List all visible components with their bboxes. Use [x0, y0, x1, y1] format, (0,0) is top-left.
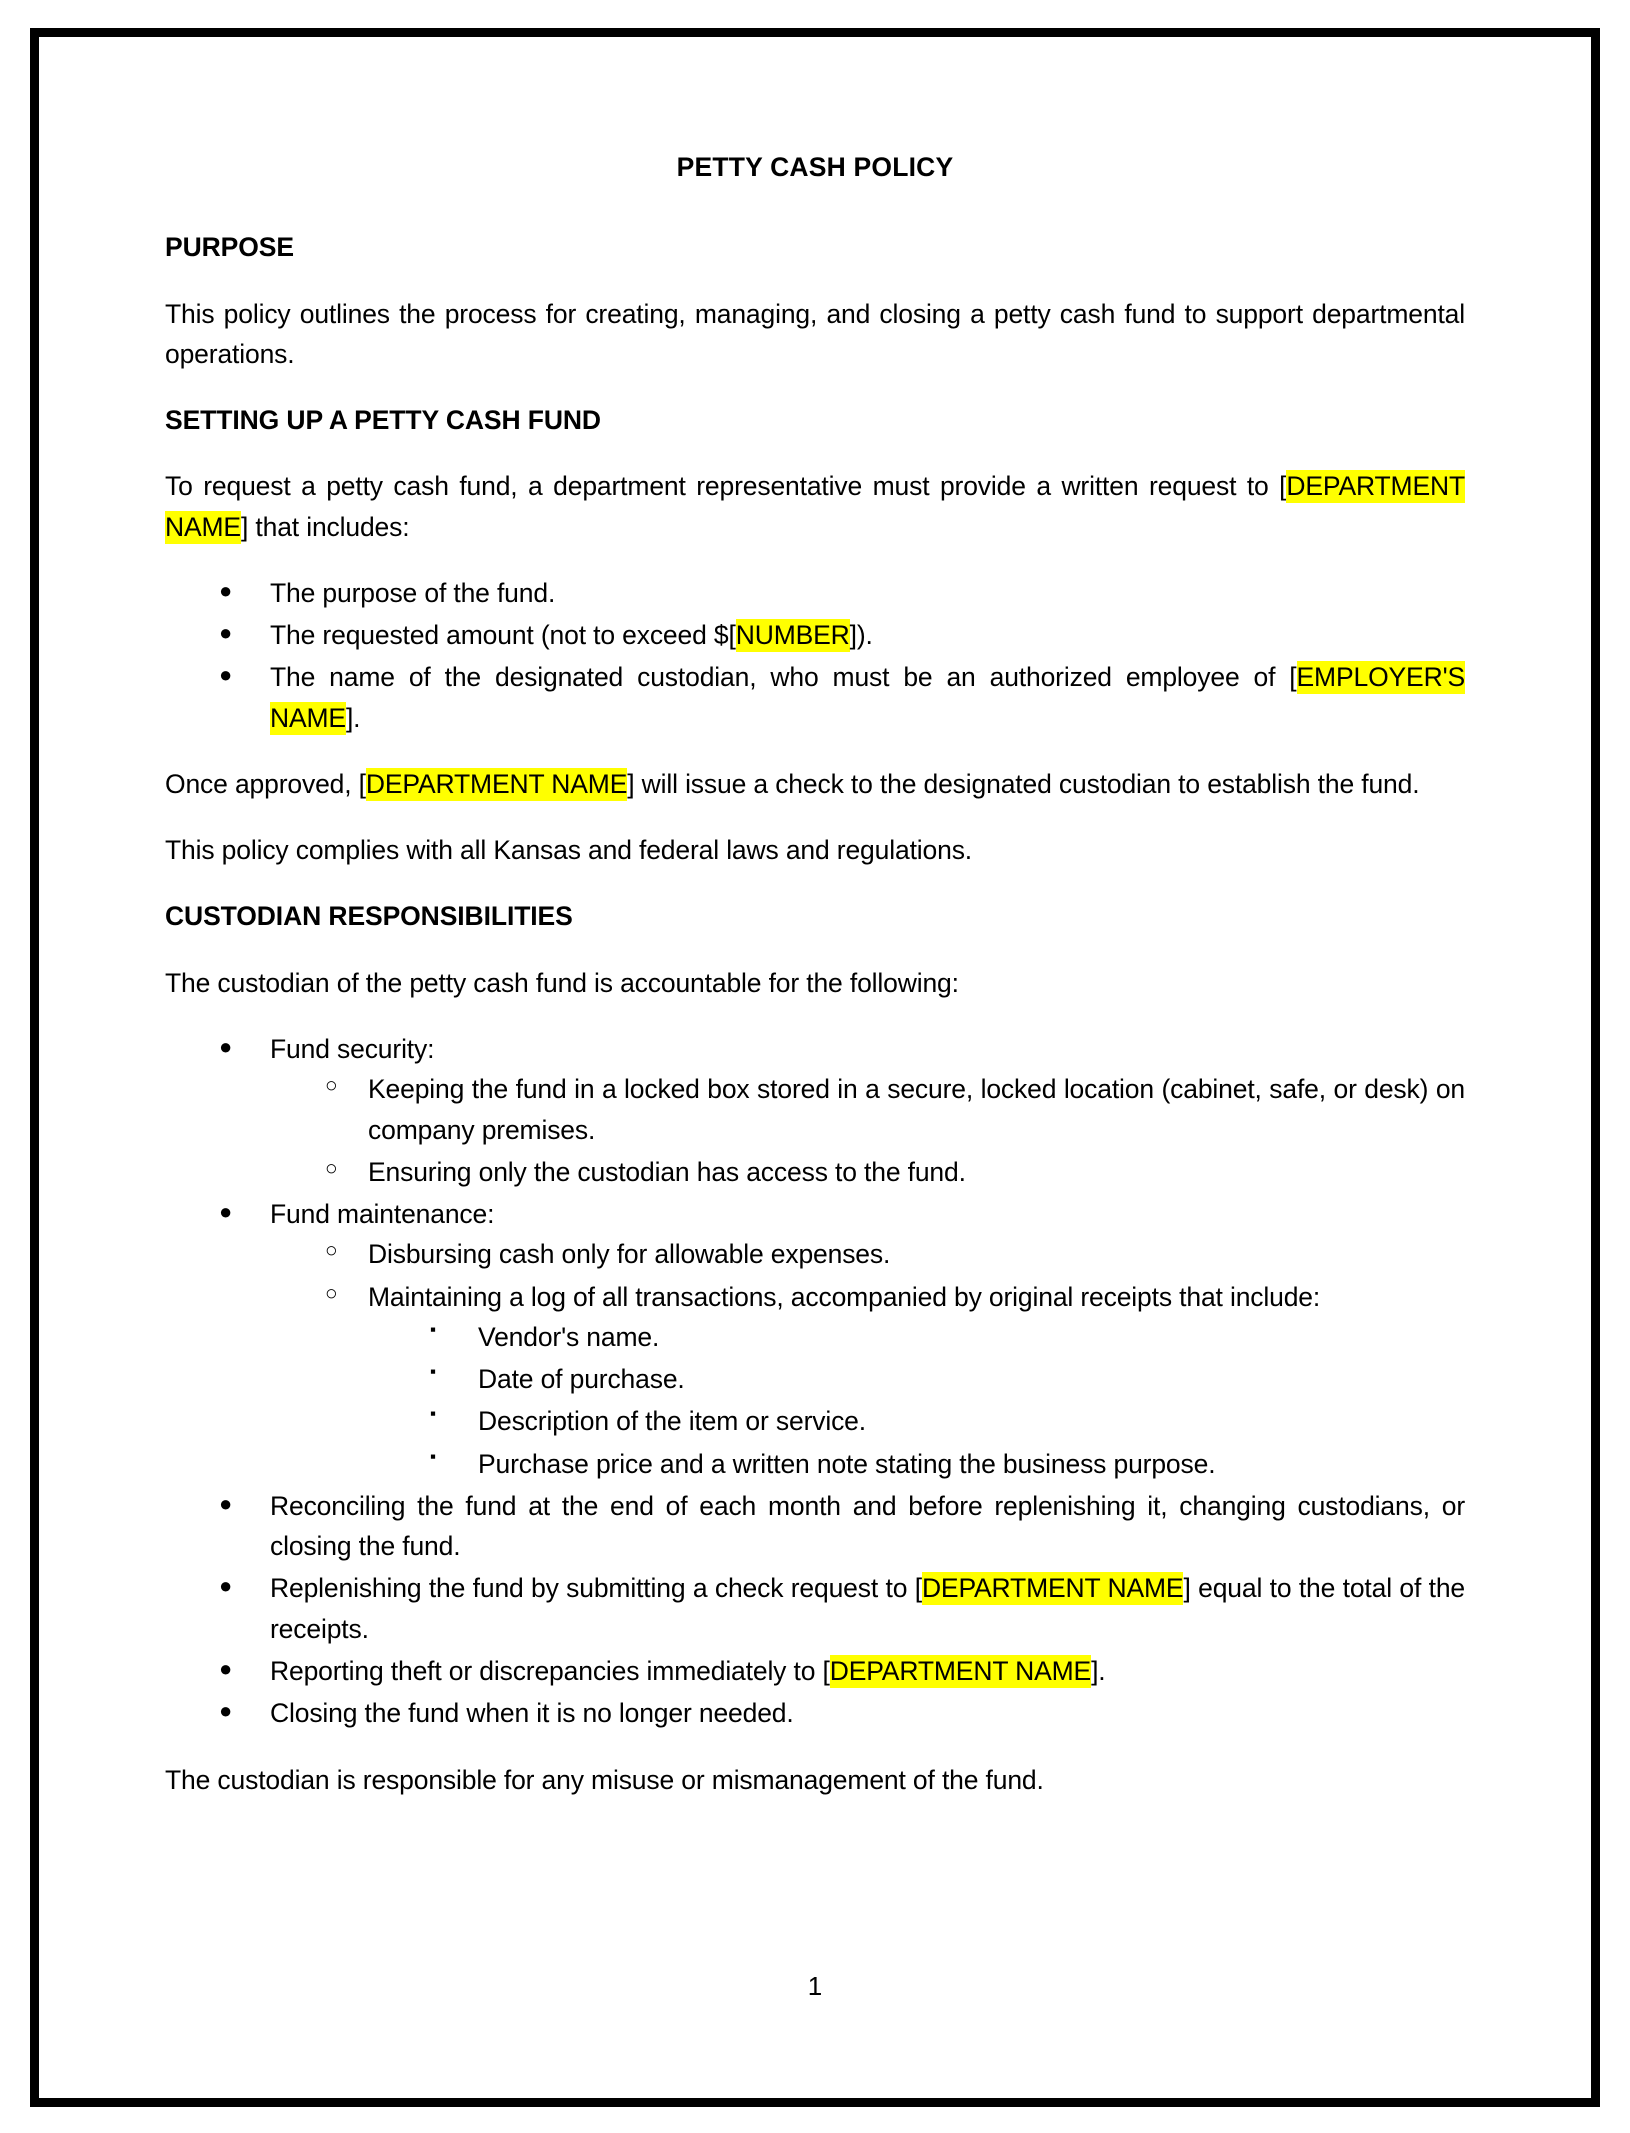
approval-paragraph — [165, 764, 1465, 804]
list-item — [165, 1401, 1465, 1441]
custodian-text-after: ]. — [345, 702, 361, 733]
replenishing-text-before: Replenishing the fund by submitting a check request to [ — [270, 1573, 922, 1604]
bullet-disc-icon: ● — [219, 1698, 233, 1724]
placeholder-department-name: DEPARTMENT NAME — [165, 471, 1465, 542]
list-item — [165, 1651, 1465, 1691]
document-body — [165, 147, 1465, 1800]
placeholder-employers-name: EMPLOYER'S NAME — [270, 662, 1465, 733]
purpose-paragraph: This policy outlines the process for creating, managing, and closing a petty cash fund to support departmental operations. — [165, 298, 1465, 369]
custodian-responsibilities-list — [165, 1029, 1465, 1734]
page-title: PETTY CASH POLICY — [676, 152, 954, 182]
receipt-vendor-name: Vendor's name. — [478, 1321, 660, 1352]
receipt-date-of-purchase: Date of purchase. — [478, 1364, 685, 1395]
fund-maintenance-sublist — [270, 1234, 1465, 1484]
setting-up-requirements-list — [165, 573, 1465, 738]
approved-text-before: Once approved, [ — [165, 768, 366, 799]
intro-text-after: ] that includes: — [240, 511, 410, 542]
placeholder-department-name: DEPARTMENT NAME — [921, 1573, 1184, 1604]
bullet-square-icon: ▪ — [430, 1362, 436, 1382]
responsibility-reconciling: Reconciling the fund at the end of each month and before replenishing it, changing custodians, or closing the fund. — [270, 1490, 1465, 1562]
bullet-square-icon: ▪ — [430, 1319, 436, 1339]
bullet-disc-icon: ● — [219, 620, 233, 646]
fund-maintenance-label: Fund maintenance: — [270, 1199, 495, 1230]
section-heading-setting-up: SETTING UP A PETTY CASH FUND — [165, 405, 601, 436]
list-item — [165, 1444, 1465, 1484]
responsibility-closing: Closing the fund when it is no longer needed. — [270, 1698, 794, 1729]
amount-text-before: The requested amount (not to exceed $[ — [270, 620, 736, 651]
requirement-purpose: The purpose of the fund. — [270, 577, 556, 608]
approved-text-after: ] will issue a check to the designated custodian to establish the fund. — [627, 768, 1420, 799]
responsibility-replenishing — [270, 1568, 1465, 1649]
list-item — [165, 1152, 1465, 1192]
intro-text-before: To request a petty cash fund, a department representative must provide a written request to [ — [165, 471, 1287, 502]
list-item — [165, 1069, 1465, 1150]
bullet-disc-icon: ● — [219, 1199, 233, 1225]
list-item — [165, 1486, 1465, 1567]
bullet-disc-icon: ● — [219, 662, 233, 688]
compliance-paragraph: This policy complies with all Kansas and federal laws and regulations. — [165, 835, 973, 866]
section-heading-purpose: PURPOSE — [165, 232, 294, 263]
reporting-text-after: ]. — [1091, 1655, 1106, 1686]
page-footer — [39, 1971, 1591, 2002]
bullet-square-icon: ▪ — [430, 1446, 436, 1466]
custodian-intro-paragraph: The custodian of the petty cash fund is accountable for the following: — [165, 967, 959, 998]
receipt-requirements-list — [368, 1317, 1465, 1484]
fund-maintenance-disbursing: Disbursing cash only for allowable expenses. — [368, 1239, 891, 1270]
receipt-description: Description of the item or service. — [478, 1406, 866, 1437]
bullet-circle-icon: ○ — [325, 1074, 338, 1098]
fund-security-locked-box: Keeping the fund in a locked box stored in a secure, locked location (cabinet, safe, or desk) on company premises. — [368, 1074, 1465, 1145]
placeholder-department-name: DEPARTMENT NAME — [829, 1655, 1092, 1686]
requirement-custodian-name — [270, 657, 1465, 738]
bullet-disc-icon: ● — [219, 577, 233, 603]
bullet-disc-icon: ● — [219, 1655, 233, 1681]
page-number: 1 — [807, 1971, 823, 2001]
setting-up-intro-paragraph — [165, 466, 1465, 547]
bullet-square-icon: ▪ — [430, 1404, 436, 1424]
section-heading-custodian-responsibilities: CUSTODIAN RESPONSIBILITIES — [165, 901, 573, 932]
list-item — [165, 1194, 1465, 1484]
list-item — [165, 1234, 1465, 1274]
list-item — [165, 615, 1465, 655]
bullet-disc-icon: ● — [219, 1033, 233, 1059]
fund-maintenance-log: Maintaining a log of all transactions, accompanied by original receipts that include: — [368, 1281, 1321, 1312]
list-item — [165, 573, 1465, 613]
list-item — [165, 1029, 1465, 1192]
fund-security-sublist — [270, 1069, 1465, 1192]
page-sheet — [39, 37, 1591, 2098]
bullet-circle-icon: ○ — [325, 1281, 338, 1305]
closing-statement-paragraph: The custodian is responsible for any misuse or mismanagement of the fund. — [165, 1764, 1044, 1795]
replenishing-text-after: ] equal to the total of the receipts. — [270, 1573, 1465, 1644]
list-item — [165, 1693, 1465, 1733]
fund-security-label: Fund security: — [270, 1033, 435, 1064]
bullet-disc-icon: ● — [219, 1490, 233, 1516]
bullet-disc-icon: ● — [219, 1573, 233, 1599]
placeholder-department-name: DEPARTMENT NAME — [365, 768, 628, 799]
bullet-circle-icon: ○ — [325, 1156, 338, 1180]
list-item — [165, 1359, 1465, 1399]
list-item — [165, 1568, 1465, 1649]
responsibility-reporting — [270, 1651, 1465, 1691]
placeholder-number: NUMBER — [735, 620, 850, 651]
requirement-amount — [270, 615, 1465, 655]
fund-security-access: Ensuring only the custodian has access to the fund. — [368, 1156, 966, 1187]
bullet-circle-icon: ○ — [325, 1239, 338, 1263]
list-item — [165, 1317, 1465, 1357]
amount-text-after: ]). — [849, 620, 873, 651]
list-item — [165, 1277, 1465, 1484]
list-item — [165, 657, 1465, 738]
custodian-text-before: The name of the designated custodian, who must be an authorized employee of [ — [270, 662, 1297, 693]
reporting-text-before: Reporting theft or discrepancies immediately to [ — [270, 1655, 830, 1686]
receipt-purchase-price: Purchase price and a written note stating the business purpose. — [478, 1448, 1216, 1479]
